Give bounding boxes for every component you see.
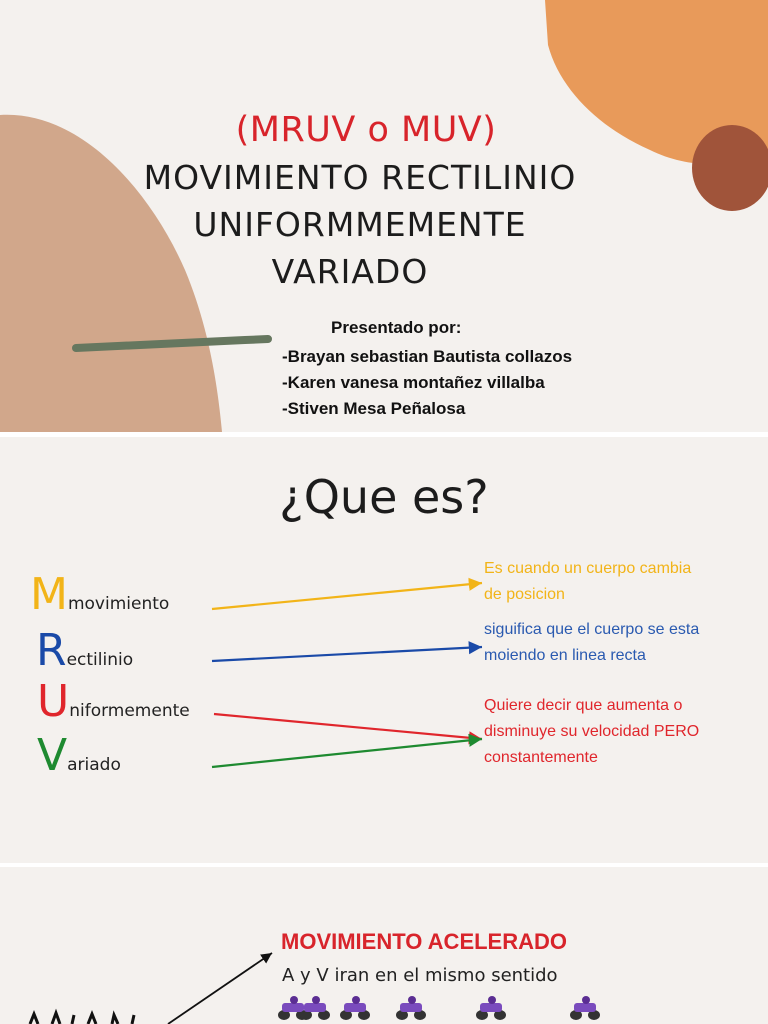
- accelerated-motion-slide: [0, 867, 768, 1024]
- motorcycle-icon: [476, 996, 506, 1020]
- handwritten-text-fragment: [30, 1013, 134, 1024]
- letter-r: R: [36, 625, 67, 676]
- word-rectilinio: ectilinio: [66, 650, 134, 670]
- motorcycle-icon: [340, 996, 370, 1020]
- motion-illustration: [0, 867, 768, 1024]
- slide-subtitle: (MRUV o MUV): [235, 110, 497, 150]
- arrow-movimiento: [212, 583, 482, 609]
- author-3: -Stiven Mesa Peñalosa: [282, 399, 466, 418]
- title-line-1: MOVIMIENTO RECTILINIO: [143, 158, 577, 197]
- definition-slide: [0, 437, 768, 863]
- title-line-2: UNIFORMMEMENTE: [193, 205, 527, 244]
- letter-v: V: [37, 730, 68, 781]
- author-2: -Karen vanesa montañez villalba: [282, 373, 545, 392]
- description-movimiento: Es cuando un cuerpo cambia de posicion: [484, 560, 692, 603]
- author-1: -Brayan sebastian Bautista collazos: [282, 347, 573, 366]
- motorcycle-icon: [396, 996, 426, 1020]
- slide-subtitle: A y V iran en el mismo sentido: [282, 965, 558, 986]
- letter-m: M: [30, 569, 68, 620]
- slide-title: ¿Que es?: [279, 470, 489, 524]
- arrow-variado: [212, 739, 482, 767]
- motorcycle-icon: [300, 996, 330, 1020]
- arrow-rectilinio: [212, 647, 482, 661]
- description-rectilinio: siguifica que el cuerpo se esta moiendo en linea recta: [484, 621, 700, 664]
- word-variado: ariado: [67, 755, 121, 775]
- arrow-uniformemente: [214, 714, 482, 739]
- word-uniformemente: niformemente: [69, 701, 190, 721]
- presented-by-label: Presentado por:: [331, 318, 462, 337]
- motorcycle-icon: [570, 996, 600, 1020]
- title-slide: [0, 0, 768, 432]
- letter-u: U: [37, 676, 70, 727]
- pointer-arrow: [168, 953, 272, 1024]
- description-uniformemente-variado: Quiere decir que aumenta o disminuye su velocidad PERO constantemente: [484, 697, 700, 766]
- title-line-3: VARIADO: [271, 252, 429, 291]
- slide-title: MOVIMIENTO ACELERADO: [281, 929, 568, 954]
- word-movimiento: movimiento: [67, 594, 170, 614]
